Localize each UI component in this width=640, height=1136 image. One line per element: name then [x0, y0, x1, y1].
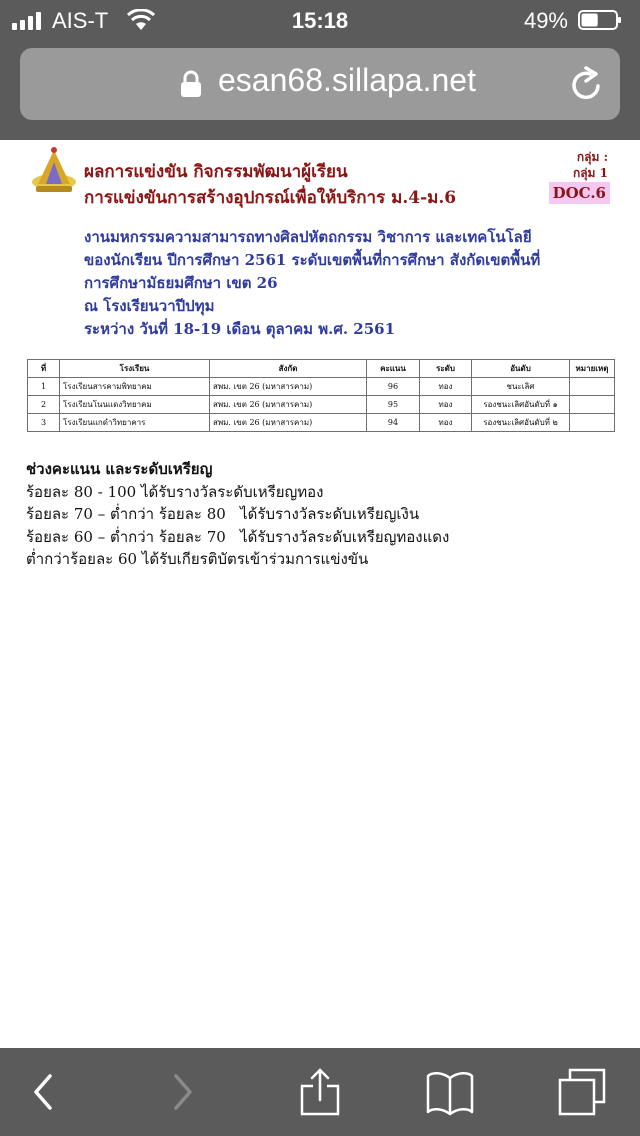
cell-note [570, 396, 615, 414]
col-header-school: โรงเรียน [60, 360, 210, 378]
cell-rank: ชนะเลิศ [472, 378, 570, 396]
carrier-name: AIS-T [52, 8, 109, 33]
col-header-score: คะแนน [367, 360, 420, 378]
cell-note [570, 378, 615, 396]
forward-icon[interactable] [156, 1068, 208, 1116]
cell-level: ทอง [420, 396, 472, 414]
emblem-logo [28, 144, 80, 196]
cell-note [570, 414, 615, 432]
back-icon[interactable] [18, 1068, 70, 1116]
col-header-note: หมายเหตุ [570, 360, 615, 378]
cell-school: โรงเรียนสารคามพิทยาคม [60, 378, 210, 396]
col-header-rank: อันดับ [472, 360, 570, 378]
cell-school: โรงเรียนแกดำวิทยาคาร [60, 414, 210, 432]
share-icon[interactable] [294, 1068, 346, 1116]
tabs-icon[interactable] [556, 1068, 608, 1116]
group-value: กลุ่ม 1 [572, 166, 608, 180]
cell-level: ทอง [420, 414, 472, 432]
legend-line: ร้อยละ 70 – ต่ำกว่า ร้อยละ 80 ได้รับรางวัลระดับเหรียญเงิน [26, 505, 420, 523]
page-title: ผลการแข่งขัน กิจกรรมพัฒนาผู้เรียน [84, 162, 348, 182]
col-header-no: ที่ [28, 360, 60, 378]
score-legend [26, 458, 449, 571]
lock-icon [180, 70, 202, 98]
cell-no: 2 [28, 396, 60, 414]
legend-line: ต่ำกว่าร้อยละ 60 ได้รับเกียรติบัตรเข้าร่วมการแข่งขัน [26, 550, 369, 568]
url-text[interactable]: esan68.sillapa.net [218, 62, 476, 98]
event-line: ณ โรงเรียนวาปีปทุม [84, 297, 215, 315]
cell-no: 1 [28, 378, 60, 396]
cell-school: โรงเรียนโนนแดงวิทยาคม [60, 396, 210, 414]
legend-line: ร้อยละ 80 - 100 ได้รับรางวัลระดับเหรียญทอง [26, 482, 324, 501]
cell-score: 95 [367, 396, 420, 414]
clock: 15:18 [291, 8, 349, 33]
battery-percent: 49% [523, 8, 568, 33]
battery-icon [578, 10, 622, 30]
status-bar [0, 0, 640, 42]
reload-icon[interactable] [568, 64, 604, 104]
legend-line: ร้อยละ 60 – ต่ำกว่า ร้อยละ 70 ได้รับรางวัลระดับเหรียญทองแดง [26, 527, 450, 546]
battery-fill [582, 14, 598, 27]
cell-rank: รองชนะเลิศอันดับที่ ๑ [472, 396, 570, 414]
results-table [27, 359, 615, 432]
doc-code-badge: DOC.6 [549, 182, 610, 204]
cell-score: 94 [367, 414, 420, 432]
cell-affiliation: สพม. เขต 26 (มหาสารคาม) [210, 414, 367, 432]
table-header-row [28, 360, 615, 378]
document-page [0, 140, 640, 1048]
event-line: การศึกษามัธยมศึกษา เขต 26 [84, 274, 278, 292]
cell-rank: รองชนะเลิศอันดับที่ ๒ [472, 414, 570, 432]
col-header-level: ระดับ [420, 360, 472, 378]
cell-affiliation: สพม. เขต 26 (มหาสารคาม) [210, 378, 367, 396]
event-description [84, 226, 584, 341]
group-label: กลุ่ม : [576, 150, 608, 164]
legend-heading: ช่วงคะแนน และระดับเหรียญ [26, 460, 213, 478]
table-row [28, 414, 615, 432]
table-row [28, 378, 615, 396]
event-line: ของนักเรียน ปีการศึกษา 2561 ระดับเขตพื้นที่การศึกษา สังกัดเขตพื้นที่ [84, 251, 541, 269]
page-subtitle: การแข่งขันการสร้างอุปกรณ์เพื่อให้บริการ ม.4-ม.6 [84, 188, 457, 208]
cell-affiliation: สพม. เขต 26 (มหาสารคาม) [210, 396, 367, 414]
address-bar[interactable] [20, 48, 620, 120]
browser-top-chrome [0, 0, 640, 140]
event-line: ระหว่าง วันที่ 18-19 เดือน ตุลาคม พ.ศ. 2561 [84, 320, 396, 338]
cell-no: 3 [28, 414, 60, 432]
browser-toolbar [0, 1048, 640, 1136]
cell-score: 96 [367, 378, 420, 396]
bookmarks-icon[interactable] [424, 1068, 476, 1116]
table-row [28, 396, 615, 414]
cell-level: ทอง [420, 378, 472, 396]
event-line: งานมหกรรมความสามารถทางศิลปหัตถกรรม วิชาการ และเทคโนโลยี [84, 228, 532, 246]
col-header-affiliation: สังกัด [210, 360, 367, 378]
